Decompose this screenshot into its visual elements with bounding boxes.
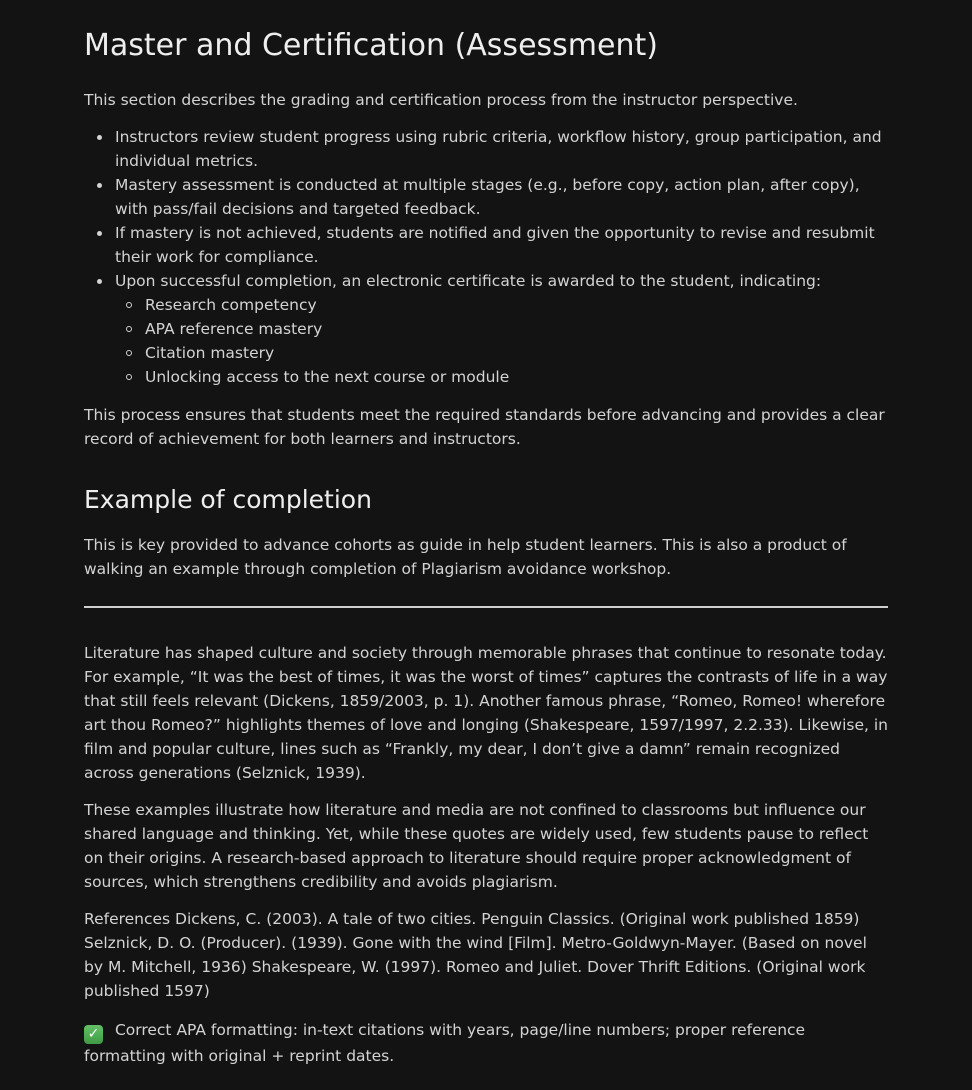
list-subitem (115, 317, 888, 341)
section-intro-paragraph: This is key provided to advance cohorts as guide in help student learners. This is also a product of walking an example through completion of Plagiarism avoidance workshop. (84, 536, 847, 578)
list-subitem-text: Unlocking access to the next course or module (145, 368, 510, 386)
list-item-text: Upon successful completion, an electronic certificate is awarded to the student, indicating: (115, 272, 822, 290)
list-item-text: Instructors review student progress using rubric criteria, workflow history, group participation, and individual metrics. (115, 128, 882, 170)
list-subitem-text: APA reference mastery (145, 320, 323, 338)
list-item (84, 125, 888, 173)
check-mark-icon: ✓ (84, 1025, 103, 1044)
list-item-text: If mastery is not achieved, students are notified and given the opportunity to revise and resubmit their work for compliance. (115, 224, 875, 266)
closing-paragraph: This process ensures that students meet the required standards before advancing and provides a clear record of achievement for both learners and instructors. (84, 406, 885, 448)
list-subitem-text: Research competency (145, 296, 317, 314)
document-page (84, 0, 888, 1068)
apa-note-text: Correct APA formatting: in-text citations with years, page/line numbers; proper reference formatting with original + reprint dates. (84, 1021, 806, 1065)
apa-note-paragraph (84, 1018, 888, 1068)
list-item (84, 269, 888, 389)
example-paragraph-examples: These examples illustrate how literature and media are not confined to classrooms but influence our shared language and thinking. Yet, while these quotes are widely used, few students pause to reflect on their origins. A research-based approach to literature should require proper acknowledgment of sources, which strengthens credibility and avoids plagiarism. (84, 801, 869, 891)
list-subitem (115, 341, 888, 365)
intro-paragraph: This section describes the grading and certification process from the instructor perspective. (84, 91, 798, 109)
list-subitem (115, 293, 888, 317)
references-paragraph: References Dickens, C. (2003). A tale of two cities. Penguin Classics. (Original work published 1859) Selznick, D. O. (Producer). (1939). Gone with the wind [Film]. Metro-Goldwyn-Mayer. (Based on novel by M. Mitchell, 1936) Shakespeare, W. (1997). Romeo and Juliet. Dover Thrift Editions. (Original work published 1597) (84, 910, 867, 1000)
divider (84, 606, 888, 608)
example-paragraph-literature: Literature has shaped culture and society through memorable phrases that continue to resonate today. For example, “It was the best of times, it was the worst of times” captures the contrasts of life in a way that still feels relevant (Dickens, 1859/2003, p. 1). Another famous phrase, “Romeo, Romeo! wherefore art thou Romeo?” highlights themes of love and longing (Shakespeare, 1597/1997, 2.2.33). Likewise, in film and popular culture, lines such as “Frankly, my dear, I don’t give a damn” remain recognized across generations (Selznick, 1939). (84, 644, 889, 782)
assessment-bullet-list (84, 125, 888, 389)
page-title: Master and Certification (Assessment) (84, 28, 658, 63)
list-item (84, 173, 888, 221)
list-subitem-text: Citation mastery (145, 344, 275, 362)
section-title: Example of completion (84, 485, 372, 514)
list-item (84, 221, 888, 269)
certificate-sublist (115, 293, 888, 389)
list-subitem (115, 365, 888, 389)
list-item-text: Mastery assessment is conducted at multiple stages (e.g., before copy, action plan, after copy), with pass/fail decisions and targeted feedback. (115, 176, 860, 218)
